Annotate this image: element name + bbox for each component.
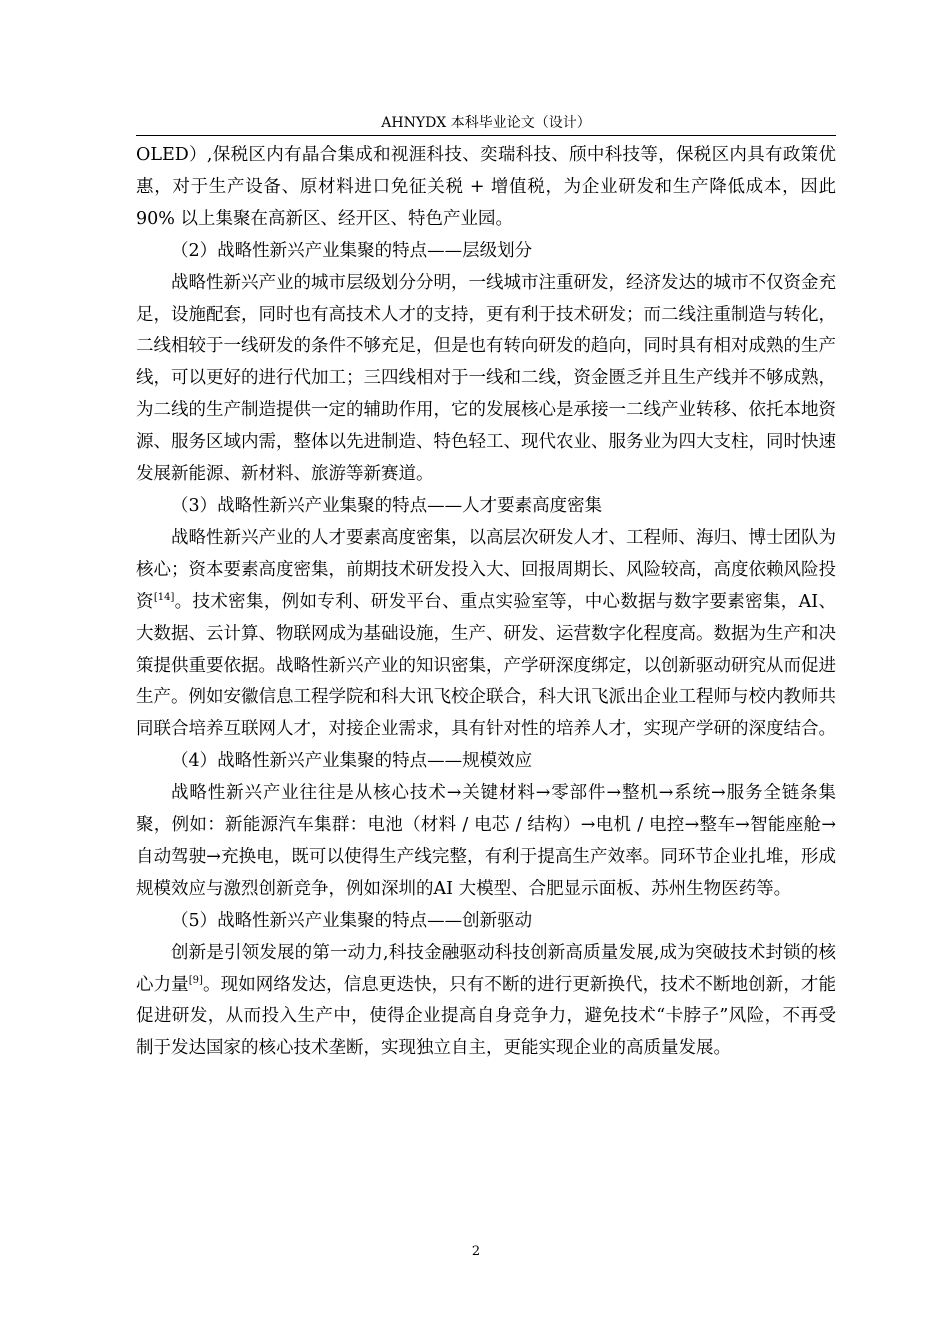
paragraph-innovation xyxy=(136,938,836,1066)
citation-marker: [14] xyxy=(153,591,175,603)
page-header: AHNYDX 本科毕业论文（设计） xyxy=(381,115,591,131)
section-heading-innovation: （5）战略性新兴产业集聚的特点——创新驱动 xyxy=(171,910,533,931)
paragraph-innovation-text: 创新是引领发展的第一动力,科技金融驱动科技创新高质量发展,成为突破技术封锁的核心力量 xyxy=(136,942,836,995)
citation-marker: [9] xyxy=(188,974,203,986)
paragraph-innovation-text-cont: 。现如网络发达，信息更迭快，只有不断的进行更新换代，技术不断地创新，才能促进研发，从而投入生产中，使得企业提高自身竞争力，避免技术“卡脖子”风险，不再受制于发达国家的核心技术垄断，实现独立自主，更能实现企业的高质量发展。 xyxy=(136,974,837,1059)
paragraph-continuation: OLED）,保税区内有晶合集成和视涯科技、奕瑞科技、颀中科技等，保税区内具有政策优惠，对于生产设备、原材料进口免征关税 + 增值税，为企业研发和生产降低成本，因此 90% 以上集聚在高新区、经开区、特色产业园。 xyxy=(136,145,836,229)
header-rule xyxy=(136,135,836,136)
paragraph-tiers: 战略性新兴产业的城市层级划分分明，一线城市注重研发，经济发达的城市不仅资金充足，设施配套，同时也有高技术人才的支持，更有利于技术研发；而二线注重制造与转化，二线相较于一线研发的条件不够充足，但是也有转向研发的趋向，同时具有相对成熟的生产线，可以更好的进行代加工；三四线相对于一线和二线，资金匮乏并且生产线并不够成熟，为二线的生产制造提供一定的辅助作用，它的发展核心是承接一二线产业转移、依托本地资源、服务区域内需，整体以先进制造、特色轻工、现代农业、服务业为四大支柱，同时快速发展新能源、新材料、旅游等新赛道。 xyxy=(136,272,836,485)
section-heading-scale: （4）战略性新兴产业集聚的特点——规模效应 xyxy=(171,751,533,772)
body-text xyxy=(136,140,836,1065)
paragraph-talent-text-cont: 。技术密集，例如专利、研发平台、重点实验室等，中心数据与数字要素密集，AI、大数据、云计算、物联网成为基础设施，生产、研发、运营数字化程度高。数据为生产和决策提供重要依据。战略性新兴产业的知识密集，产学研深度绑定，以创新驱动研究从而促进生产。例如安徽信息工程学院和科大讯飞校企联合，科大讯飞派出企业工程师与校内教师共同联合培养互联网人才，对接企业需求，具有针对性的培养人才，实现产学研的深度结合。 xyxy=(136,591,836,740)
paragraph-talent-text: 战略性新兴产业的人才要素高度密集，以高层次研发人才、工程师、海归、博士团队为核心；资本要素高度密集，前期技术研发投入大、回报周期长、风险较高，高度依赖风险投资 xyxy=(136,527,836,612)
paragraph-talent xyxy=(136,523,836,746)
page-number: 2 xyxy=(471,1244,481,1259)
paragraph-scale: 战略性新兴产业往往是从核心技术→关键材料→零部件→整机→系统→服务全链条集聚，例如：新能源汽车集群：电池（材料 / 电芯 / 结构）→电机 / 电控→整车→智能座舱→自动驾驶→充换电，既可以使得生产线完整，有利于提高生产效率。同环节企业扎堆，形成规模效应与激烈创新竞争，例如深圳的AI 大模型、合肥显示面板、苏州生物医药等。 xyxy=(136,783,836,899)
section-heading-tiers: （2）战略性新兴产业集聚的特点——层级划分 xyxy=(171,240,533,261)
section-heading-talent: （3）战略性新兴产业集聚的特点——人才要素高度密集 xyxy=(171,495,603,516)
